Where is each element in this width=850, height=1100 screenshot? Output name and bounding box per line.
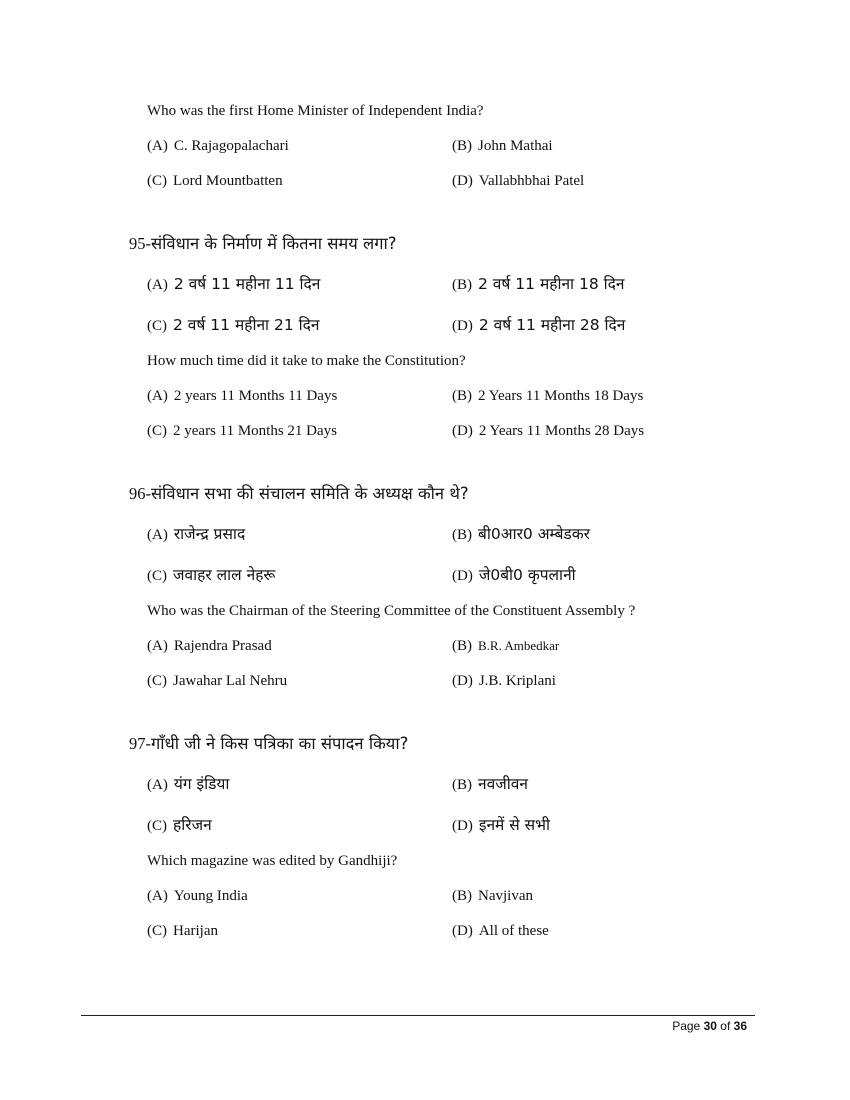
question-number: 95- (129, 234, 151, 253)
option-a-english: (A) 2 years 11 Months 11 Days (147, 388, 338, 404)
current-page: 30 (703, 1019, 717, 1033)
footer-divider (81, 1015, 755, 1016)
option-a-hindi: (A) यंग इंडिया (147, 775, 230, 793)
option-d-hindi: (D) जे0बी0 कृपलानी (452, 566, 576, 584)
option-c-english: (C) 2 years 11 Months 21 Days (147, 423, 338, 439)
option-d: (D) Vallabhbhai Patel (452, 173, 585, 189)
question-heading-hindi: 96-संविधान सभा की संचालन समिति के अध्यक्ष कौन थे? (129, 484, 469, 503)
option-b-hindi: (B) बी0आर0 अम्बेडकर (452, 525, 590, 543)
option-b-english: (B) B.R. Ambedkar (452, 638, 560, 654)
question-number: 96- (129, 484, 151, 503)
option-a-english: (A) Rajendra Prasad (147, 638, 272, 654)
question-heading-hindi: 97-गाँधी जी ने किस पत्रिका का संपादन किया? (129, 734, 409, 753)
option-c-hindi: (C) हरिजन (147, 816, 212, 834)
option-b-english: (B) 2 Years 11 Months 18 Days (452, 388, 644, 404)
option-a-hindi: (A) राजेन्द्र प्रसाद (147, 525, 246, 543)
question-text-english: How much time did it take to make the Constitution? (147, 353, 466, 369)
question-text-english: Which magazine was edited by Gandhiji? (147, 853, 398, 869)
option-d-english: (D) J.B. Kriplani (452, 673, 556, 689)
option-c: (C) Lord Mountbatten (147, 173, 283, 189)
total-pages: 36 (733, 1019, 747, 1033)
option-b: (B) John Mathai (452, 138, 553, 154)
option-b-hindi: (B) नवजीवन (452, 775, 528, 793)
option-d-english: (D) All of these (452, 923, 549, 939)
option-d-hindi: (D) 2 वर्ष 11 महीना 28 दिन (452, 316, 626, 334)
question-number: 97- (129, 734, 151, 753)
option-c-english: (C) Harijan (147, 923, 218, 939)
option-c-hindi: (C) जवाहर लाल नेहरू (147, 566, 276, 584)
option-a-hindi: (A) 2 वर्ष 11 महीना 11 दिन (147, 275, 321, 293)
option-d-english: (D) 2 Years 11 Months 28 Days (452, 423, 645, 439)
option-b-hindi: (B) 2 वर्ष 11 महीना 18 दिन (452, 275, 625, 293)
option-c-english: (C) Jawahar Lal Nehru (147, 673, 288, 689)
question-text: Who was the first Home Minister of Independent India? (147, 103, 484, 119)
page-number: Page 30 of 36 (672, 1019, 747, 1033)
option-a-english: (A) Young India (147, 888, 248, 904)
option-c-hindi: (C) 2 वर्ष 11 महीना 21 दिन (147, 316, 320, 334)
option-d-hindi: (D) इनमें से सभी (452, 816, 551, 834)
option-a: (A) C. Rajagopalachari (147, 138, 289, 154)
question-text-english: Who was the Chairman of the Steering Committee of the Constituent Assembly ? (147, 603, 636, 619)
option-b-english: (B) Navjivan (452, 888, 533, 904)
question-heading-hindi: 95-संविधान के निर्माण में कितना समय लगा? (129, 234, 397, 253)
